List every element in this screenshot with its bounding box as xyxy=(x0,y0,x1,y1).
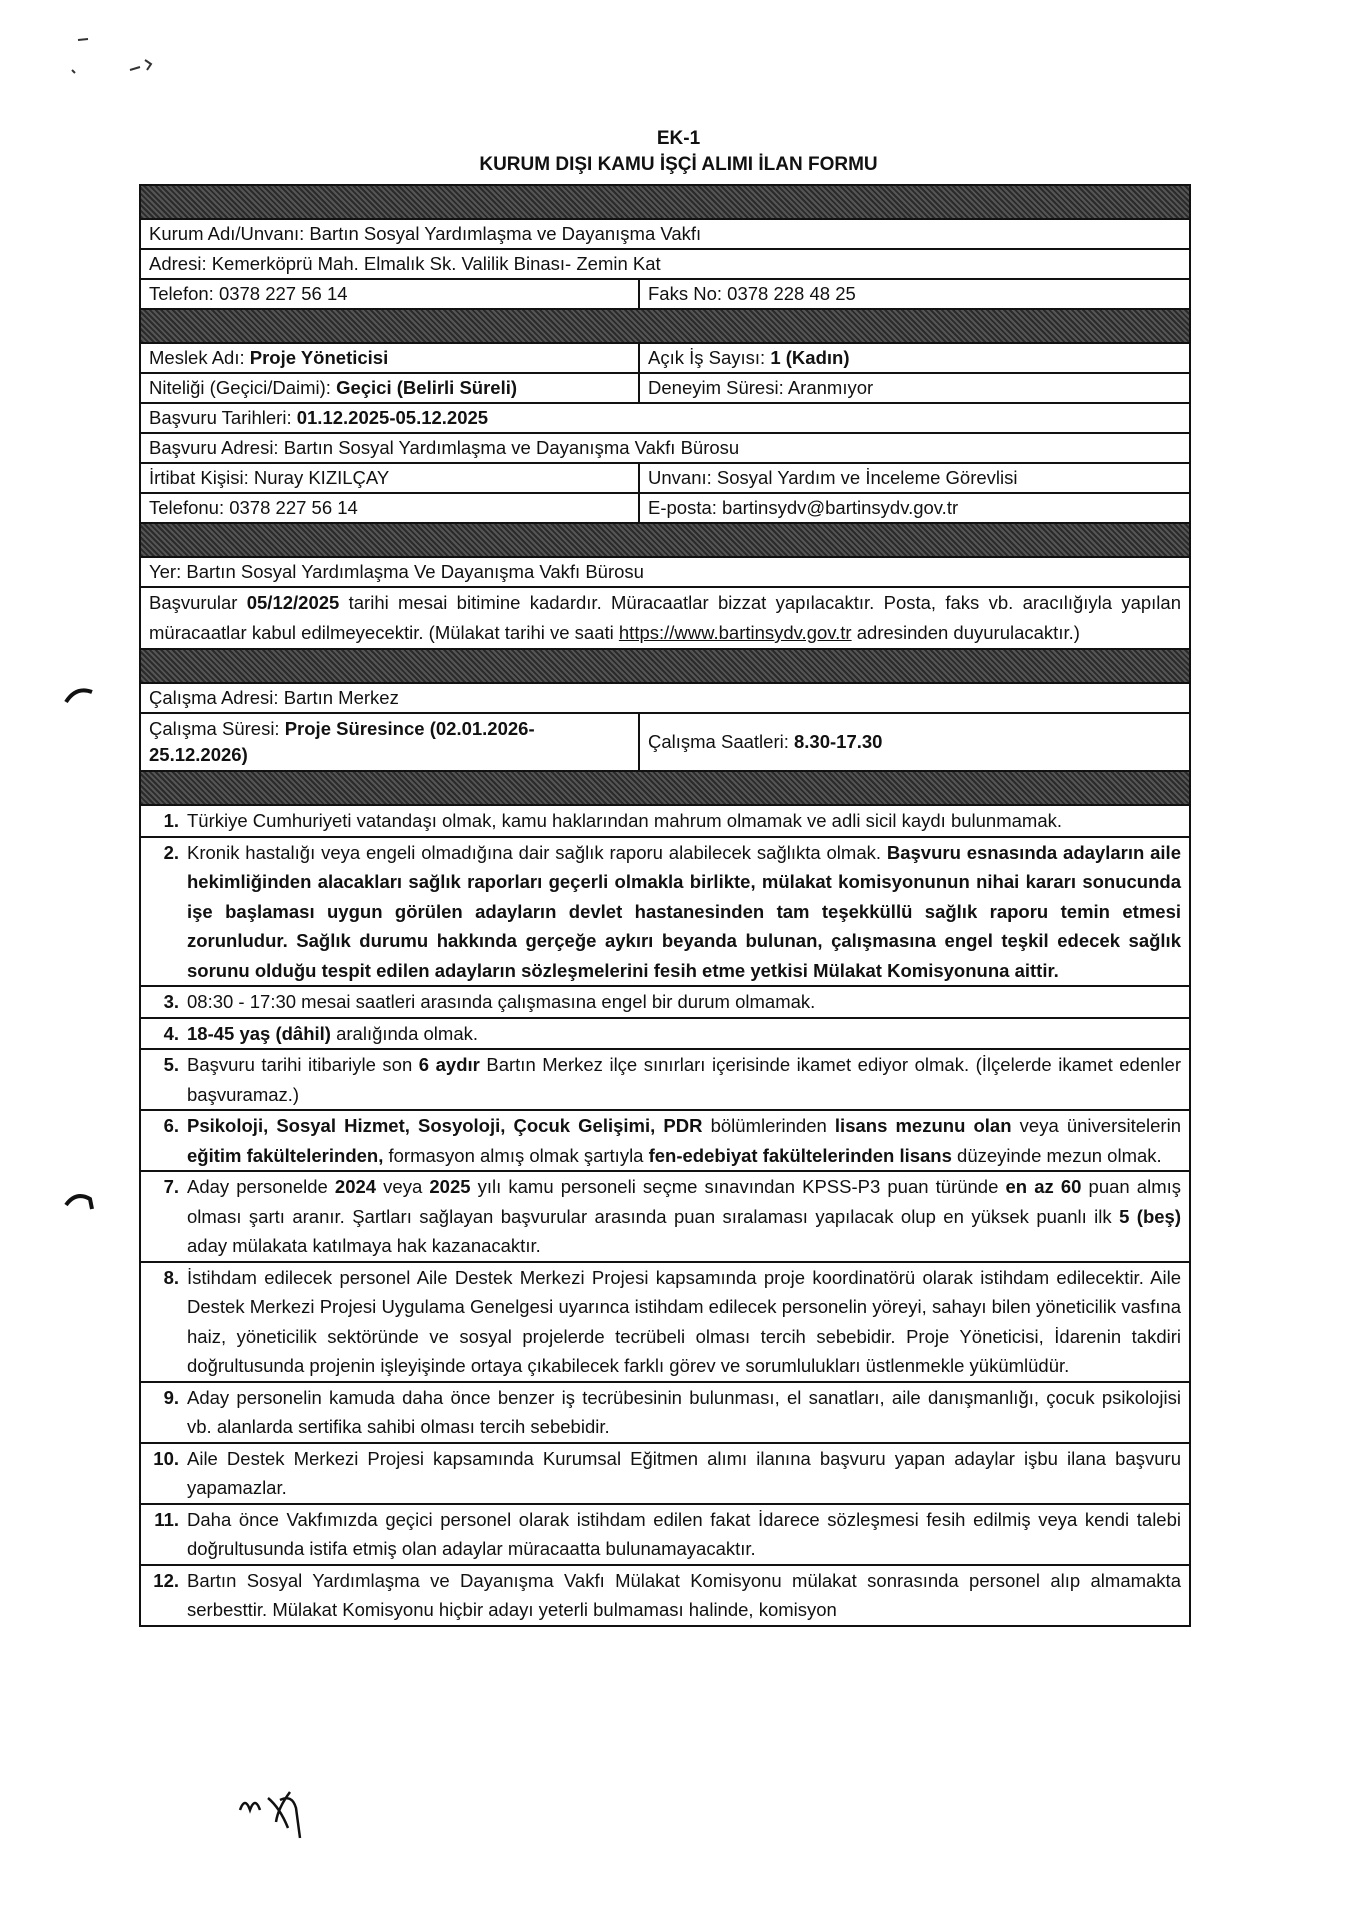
label: Telefon: xyxy=(149,283,219,304)
text: Daha önce Vakfımızda geçici personel olarak istihdam edilen fakat İdarece sözleşmesi fesih edilmiş veya kendi talebi doğrultusunda istifa etmiş olan adaylar müracaatta bulunamayacaktır. xyxy=(187,1508,1181,1559)
text: düzeyinde mezun olmak. xyxy=(951,1144,1162,1166)
text: Türkiye Cumhuriyeti vatandaşı olmak, kamu haklarından mahrum olmamak ve adli sicil kaydı bulunmamak. xyxy=(187,810,1062,831)
bold-text: fen-edebiyat fakültelerinden lisans xyxy=(648,1144,952,1166)
label: Çalışma Adresi: xyxy=(149,687,284,708)
label: Yer: xyxy=(149,561,187,582)
institution-fax: 0378 228 48 25 xyxy=(727,283,856,304)
bold-text: Psikoloji, Sosyal Hizmet, Sosyoloji, Çocuk Gelişimi, PDR xyxy=(187,1115,703,1136)
item-number: 1. xyxy=(163,810,179,831)
label: Kurum Adı/Unvanı: xyxy=(149,223,310,244)
text: Başvurular xyxy=(149,592,247,613)
item-number: 9. xyxy=(163,1386,179,1408)
work-address-row xyxy=(141,684,1189,714)
text: 08:30 - 17:30 mesai saatleri arasında çalışmasına engel bir durum olmamak. xyxy=(187,991,816,1012)
application-place: Bartın Sosyal Yardımlaşma Ve Dayanışma Vakfı Bürosu xyxy=(186,561,644,582)
text: Aile Destek Merkezi Projesi kapsamında Kurumsal Eğitmen alımı ilanına başvuru yapan adaylar işbu ilana başvuru yapamazlar. xyxy=(187,1447,1181,1498)
item-text xyxy=(187,1566,1189,1625)
label: Çalışma Saatleri: xyxy=(648,731,794,752)
item-text xyxy=(187,1383,1189,1442)
label: Çalışma Süresi: xyxy=(149,718,285,739)
item-text xyxy=(187,806,1189,836)
item-text xyxy=(187,1050,1189,1109)
requirement-item xyxy=(141,1172,1189,1263)
institution-phone: 0378 227 56 14 xyxy=(218,283,348,304)
requirement-item xyxy=(141,1050,1189,1111)
section-header-bar xyxy=(141,650,1189,684)
institution-name-row xyxy=(141,220,1189,250)
website-link[interactable]: https://www.bartinsydv.gov.tr xyxy=(618,622,852,643)
contact-phone: 0378 227 56 14 xyxy=(229,497,358,518)
contact-title: Sosyal Yardım ve İnceleme Görevlisi xyxy=(716,467,1018,488)
requirement-item xyxy=(141,1566,1189,1625)
requirement-item xyxy=(141,1263,1189,1383)
section-header-bar xyxy=(141,772,1189,806)
work-address: Bartın Merkez xyxy=(283,687,399,708)
form-title: KURUM DIŞI KAMU İŞÇİ ALIMI İLAN FORMU xyxy=(479,154,878,175)
section-header-bar xyxy=(141,524,1189,558)
section-header-bar xyxy=(141,186,1189,220)
requirement-item xyxy=(141,987,1189,1019)
institution-address: Kemerköprü Mah. Elmalık Sk. Valilik Binası- Zemin Kat xyxy=(211,253,661,274)
bold-text: eğitim fakültelerinden, xyxy=(187,1144,384,1166)
deadline-date: 05/12/2025 xyxy=(246,592,340,613)
text: Bartın Merkez ilçe sınırları içerisinde ikamet ediyor olmak. (İlçelerde ikamet edenler başvuramaz.) xyxy=(187,1054,1181,1105)
text: veya xyxy=(376,1176,430,1197)
text: tarihi mesai bitimine kadardır. Müracaatlar bizzat yapılacaktır. Posta, faks vb. aracılığıyla yapılan müracaatlar kabul edilmeyecektir. (Mülakat tarihi ve saati xyxy=(149,592,1181,643)
text: Aday personelde xyxy=(187,1176,335,1197)
text: bölümlerinden xyxy=(702,1115,835,1136)
requirement-item xyxy=(141,838,1189,988)
contact-person: Nuray KIZILÇAY xyxy=(253,467,390,488)
text: Kronik hastalığı veya engeli olmadığına dair sağlık raporu alabilecek sağlıkta olmak. xyxy=(187,841,887,863)
signature-paraph xyxy=(230,1780,340,1860)
requirements-list xyxy=(141,806,1189,1625)
phone-fax-row xyxy=(141,280,1189,310)
item-number: 4. xyxy=(163,1022,179,1044)
requirement-item xyxy=(141,806,1189,838)
bold-text: 2025 xyxy=(429,1176,471,1197)
label: Başvuru Tarihleri: xyxy=(149,407,297,428)
label: Niteliği (Geçici/Daimi): xyxy=(149,377,337,398)
annex-label: EK-1 xyxy=(656,128,701,149)
margin-mark-1 xyxy=(62,680,102,710)
application-info xyxy=(141,588,1189,650)
work-duration-row xyxy=(141,714,1189,772)
text: Aday personelin kamuda daha önce benzer iş tecrübesinin bulunması, el sanatları, aile danışmanlığı, çocuk psikolojisi vb. alanlarda sertifika sahibi olması tercih sebebidir. xyxy=(187,1386,1181,1437)
label: Telefonu: xyxy=(149,497,230,518)
item-number: 3. xyxy=(163,991,179,1012)
item-number: 5. xyxy=(163,1054,179,1075)
label: Açık İş Sayısı: xyxy=(648,347,771,368)
requirement-item xyxy=(141,1505,1189,1566)
item-number: 8. xyxy=(163,1266,179,1288)
text: İstihdam edilecek personel Aile Destek Merkezi Projesi kapsamında proje koordinatörü olarak istihdam edilecektir. Aile Destek Merkezi Projesi Uygulama Genelgesi uyarınca istihdam edilecek personelin yöreyi, sahayı bilen yöneticilik vasfına haiz, yöneticilik sektöründe ve sosyal projelerde tecrübeli olması tercih sebebidir. Proje Yöneticisi, İdarenin takdiri doğrultusunda projenin işleyişinde ortaya çıkabilecek farklı görev ve sorumlulukları üstlenmekle yükümlüdür. xyxy=(187,1266,1181,1376)
item-number: 6. xyxy=(163,1115,179,1136)
bold-text: 18-45 yaş (dâhil) xyxy=(187,1022,331,1044)
item-number: 2. xyxy=(163,841,179,863)
text: Bartın Sosyal Yardımlaşma ve Dayanışma Vakfı Mülakat Komisyonu mülakat sonrasında personel alıp almamakta serbesttir. Mülakat Komisyonu hiçbir adayı yeterli bulmaması halinde, komisyon xyxy=(187,1569,1181,1620)
bold-text: lisans mezunu olan xyxy=(834,1115,1012,1136)
label: Adresi: xyxy=(149,253,212,274)
label: Meslek Adı: xyxy=(149,347,250,368)
apply-address-row xyxy=(141,434,1189,464)
text: adresinden duyurulacaktır.) xyxy=(851,622,1080,643)
label: İrtibat Kişisi: xyxy=(149,467,254,488)
text: puan almış olması şartı aranır. Şartları sağlayan başvurular arasında puan sıralaması yapılacak olup en yüksek puanlı ilk xyxy=(187,1176,1181,1227)
label: Unvanı: xyxy=(648,467,717,488)
item-text xyxy=(187,1019,1189,1049)
bold-text: 2024 xyxy=(334,1176,377,1197)
announcement-form-table xyxy=(139,184,1191,1627)
text: aralığında olmak. xyxy=(330,1022,479,1044)
item-number: 7. xyxy=(163,1176,179,1197)
contact-email[interactable]: bartinsydv@bartinsydv.gov.tr xyxy=(722,497,959,518)
text: Başvuru tarihi itibariyle son xyxy=(187,1054,419,1075)
requirement-item xyxy=(141,1383,1189,1444)
bold-text: 6 aydır xyxy=(418,1054,480,1075)
section-header-bar xyxy=(141,310,1189,344)
dates-row xyxy=(141,404,1189,434)
requirement-item xyxy=(141,1019,1189,1051)
requirement-item xyxy=(141,1111,1189,1172)
item-text xyxy=(187,838,1189,986)
experience: Aranmıyor xyxy=(787,377,874,398)
work-duration: Proje Süresince (02.01.2026-25.12.2026) xyxy=(149,718,535,765)
item-text xyxy=(187,1263,1189,1381)
apply-address: Bartın Sosyal Yardımlaşma ve Dayanışma Vakfı Bürosu xyxy=(283,437,740,458)
margin-mark-2 xyxy=(62,1185,102,1215)
item-number: 10. xyxy=(153,1447,179,1469)
label: Faks No: xyxy=(648,283,728,304)
application-dates: 01.12.2025-05.12.2025 xyxy=(296,407,489,428)
institution-name: Bartın Sosyal Yardımlaşma ve Dayanışma Vakfı xyxy=(309,223,702,244)
handwritten-marks-top xyxy=(60,30,170,80)
type-row xyxy=(141,374,1189,404)
item-text xyxy=(187,1444,1189,1503)
item-number: 12. xyxy=(153,1569,179,1591)
openings-count: 1 (Kadın) xyxy=(770,347,850,368)
job-row xyxy=(141,344,1189,374)
text: yılı kamu personeli seçme sınavından KPSS-P3 puan türünde xyxy=(470,1176,1006,1197)
text: formasyon almış olmak şartıyla xyxy=(383,1144,649,1166)
label: Başvuru Adresi: xyxy=(149,437,284,458)
item-number: 11. xyxy=(154,1508,179,1530)
employment-type: Geçici (Belirli Süreli) xyxy=(336,377,518,398)
bold-text: 5 (beş) xyxy=(1119,1205,1181,1227)
contact-phone-row xyxy=(141,494,1189,524)
text: veya üniversitelerin xyxy=(1011,1115,1181,1136)
work-hours: 8.30-17.30 xyxy=(794,731,883,752)
place-row xyxy=(141,558,1189,588)
label: E-posta: xyxy=(648,497,723,518)
address-row xyxy=(141,250,1189,280)
bold-text: en az 60 xyxy=(1005,1176,1082,1197)
text: aday mülakata katılmaya hak kazanacaktır. xyxy=(187,1235,541,1256)
requirement-item xyxy=(141,1444,1189,1505)
job-title: Proje Yöneticisi xyxy=(249,347,389,368)
label: Deneyim Süresi: xyxy=(648,377,788,398)
item-text xyxy=(187,1111,1189,1170)
item-text xyxy=(187,1172,1189,1261)
contact-row xyxy=(141,464,1189,494)
item-text xyxy=(187,987,1189,1017)
item-text xyxy=(187,1505,1189,1564)
bold-text: Başvuru esnasında adayların aile hekimliğinden alacakları sağlık raporları geçerli olmakla birlikte, mülakat komisyonunun nihai kararı sonucunda işe başlaması uygun görülen adayların devlet hastanesinden tam teşekküllü sağlık raporu temin etmesi zorunludur. Sağlık durumu hakkında gerçeğe aykırı beyanda bulunan, çalışmasına engel teşkil edecek sağlık sorunu olduğu tespit edilen adayların sözleşmelerini fesih etme yetkisi Mülakat Komisyonuna aittir. xyxy=(187,841,1181,981)
